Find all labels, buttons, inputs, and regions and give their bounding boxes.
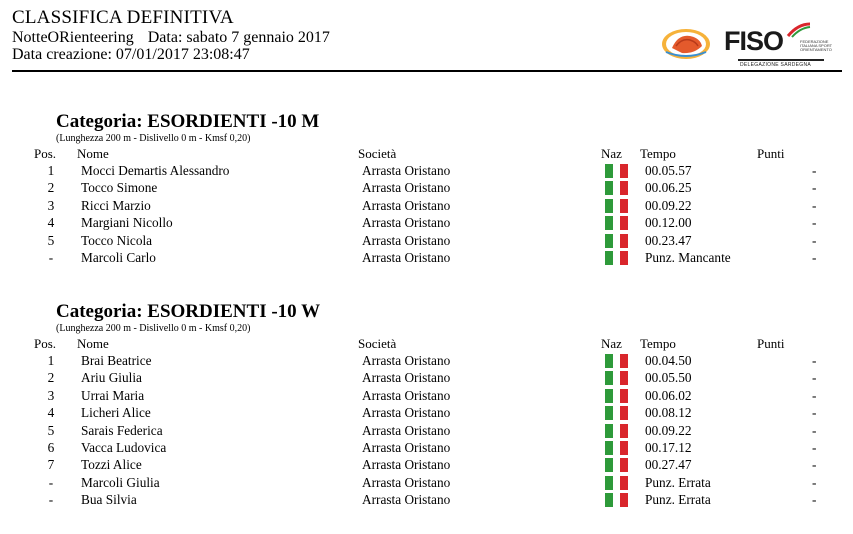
points-cell: - [812, 422, 817, 438]
column-header-pos: Pos. [34, 336, 57, 351]
italy-flag-icon [605, 371, 628, 385]
society-cell: Arrasta Oristano [362, 197, 451, 213]
column-header-time: Tempo [640, 336, 676, 351]
time-cell: 00.09.22 [645, 422, 692, 438]
athlete-name-cell: Sarais Federica [81, 422, 163, 438]
position-cell: 5 [47, 422, 55, 438]
time-cell: Punz. Mancante [645, 250, 731, 265]
italy-flag-icon [605, 493, 628, 507]
column-header-time: Tempo [640, 146, 676, 161]
points-cell: - [812, 492, 817, 508]
category-title: Categoria: ESORDIENTI -10 M [56, 111, 320, 132]
position-cell: 3 [47, 197, 55, 213]
time-cell: 00.06.25 [645, 180, 692, 196]
society-cell: Arrasta Oristano [362, 250, 451, 265]
points-cell: - [812, 232, 817, 248]
italy-flag-icon [605, 199, 628, 213]
italy-flag-icon [605, 406, 628, 420]
italy-flag-icon [605, 251, 628, 265]
points-cell: - [812, 180, 817, 196]
athlete-name-cell: Tozzi Alice [81, 457, 142, 473]
table-row [0, 422, 853, 439]
position-cell: 7 [47, 457, 55, 473]
position-cell: - [48, 250, 54, 265]
position-cell: 5 [47, 232, 55, 248]
italy-flag-icon [605, 216, 628, 230]
time-cell: 00.12.00 [645, 215, 692, 231]
society-cell: Arrasta Oristano [362, 353, 451, 368]
italy-flag-icon [605, 181, 628, 195]
column-header-society: Società [358, 336, 397, 351]
society-cell: Arrasta Oristano [362, 492, 451, 508]
points-cell: - [812, 457, 817, 473]
page-header [12, 8, 842, 72]
time-cell: 00.09.22 [645, 197, 692, 213]
event-date: Data: sabato 7 gennaio 2017 [147, 29, 330, 46]
italy-flag-icon [605, 476, 628, 490]
society-cell: Arrasta Oristano [362, 474, 451, 490]
athlete-name-cell: Ariu Giulia [81, 370, 142, 386]
column-header-nat: Naz [601, 336, 622, 351]
time-cell: 00.17.12 [645, 440, 692, 455]
table-row [0, 387, 853, 404]
athlete-name-cell: Vacca Ludovica [81, 440, 167, 455]
position-cell: 6 [47, 440, 55, 455]
society-cell: Arrasta Oristano [362, 405, 451, 421]
position-cell: 3 [47, 387, 55, 403]
time-cell: Punz. Errata [645, 474, 711, 490]
table-row [0, 197, 853, 214]
points-cell: - [812, 215, 817, 231]
column-header-points: Punti [757, 336, 785, 351]
creation-date: Data creazione: 07/01/2017 23:08:47 [12, 46, 250, 63]
athlete-name-cell: Tocco Simone [81, 180, 158, 196]
fiso-swoosh-icon [786, 22, 812, 38]
society-cell: Arrasta Oristano [362, 422, 451, 438]
column-header-nat: Naz [601, 146, 622, 161]
italy-flag-icon [605, 354, 628, 368]
italy-flag-icon [605, 424, 628, 438]
society-cell: Arrasta Oristano [362, 370, 451, 386]
table-row [0, 369, 853, 386]
athlete-name-cell: Brai Beatrice [81, 353, 152, 368]
athlete-name-cell: Bua Silvia [81, 492, 137, 508]
column-header-name: Nome [77, 336, 109, 351]
athlete-name-cell: Mocci Demartis Alessandro [81, 163, 230, 178]
position-cell: 1 [47, 163, 55, 178]
table-row [0, 214, 853, 231]
time-cell: 00.08.12 [645, 405, 692, 421]
fiso-logo [724, 22, 834, 68]
event-name: NotteORienteering [12, 29, 134, 46]
column-header-points: Punti [757, 146, 785, 161]
athlete-name-cell: Marcoli Giulia [81, 474, 160, 490]
points-cell: - [812, 440, 817, 455]
table-row [0, 404, 853, 421]
column-header-society: Società [358, 146, 397, 161]
points-cell: - [812, 387, 817, 403]
time-cell: 00.27.47 [645, 457, 692, 473]
time-cell: Punz. Errata [645, 492, 711, 508]
italy-flag-icon [605, 458, 628, 472]
document-title: CLASSIFICA DEFINITIVA [12, 7, 234, 28]
fiso-full-name: FEDERAZIONE ITALIANA SPORT ORIENTAMENTO [800, 39, 833, 52]
points-cell: - [812, 474, 817, 490]
position-cell: 4 [47, 215, 55, 231]
event-logo-icon [660, 24, 712, 60]
table-row [0, 439, 853, 456]
points-cell: - [812, 250, 817, 265]
points-cell: - [812, 370, 817, 386]
society-cell: Arrasta Oristano [362, 387, 451, 403]
athlete-name-cell: Tocco Nicola [81, 232, 153, 248]
fiso-divider [738, 59, 824, 61]
position-cell: 2 [47, 180, 55, 196]
table-row [0, 491, 853, 508]
category-title: Categoria: ESORDIENTI -10 W [56, 301, 321, 322]
fiso-delegation: DELEGAZIONE SARDEGNA [740, 62, 812, 68]
fiso-wordmark: FISO [724, 26, 784, 56]
italy-flag-icon [605, 441, 628, 455]
society-cell: Arrasta Oristano [362, 215, 451, 231]
time-cell: 00.04.50 [645, 353, 692, 368]
event-line [12, 29, 330, 46]
society-cell: Arrasta Oristano [362, 440, 451, 455]
table-row [0, 162, 853, 179]
position-cell: - [48, 474, 54, 490]
italy-flag-icon [605, 164, 628, 178]
table-row [0, 179, 853, 196]
society-cell: Arrasta Oristano [362, 457, 451, 473]
society-cell: Arrasta Oristano [362, 232, 451, 248]
table-row [0, 232, 853, 249]
italy-flag-icon [605, 389, 628, 403]
time-cell: 00.05.50 [645, 370, 692, 386]
society-cell: Arrasta Oristano [362, 180, 451, 196]
position-cell: 4 [47, 405, 55, 421]
time-cell: 00.23.47 [645, 232, 692, 248]
points-cell: - [812, 197, 817, 213]
athlete-name-cell: Marcoli Carlo [81, 250, 156, 265]
column-header-pos: Pos. [34, 146, 57, 161]
category-course-info: (Lunghezza 200 m - Dislivello 0 m - Kmsf 0,20) [56, 133, 251, 144]
position-cell: 1 [47, 353, 55, 368]
column-header-name: Nome [77, 146, 109, 161]
time-cell: 00.06.02 [645, 387, 692, 403]
time-cell: 00.05.57 [645, 163, 692, 178]
position-cell: 2 [47, 370, 55, 386]
athlete-name-cell: Urrai Maria [81, 387, 145, 403]
table-row [0, 474, 853, 491]
athlete-name-cell: Ricci Marzio [81, 197, 151, 213]
society-cell: Arrasta Oristano [362, 163, 451, 178]
table-row [0, 456, 853, 473]
athlete-name-cell: Margiani Nicollo [81, 215, 173, 231]
points-cell: - [812, 353, 817, 368]
points-cell: - [812, 163, 817, 178]
points-cell: - [812, 405, 817, 421]
category-course-info: (Lunghezza 200 m - Dislivello 0 m - Kmsf 0,20) [56, 323, 251, 334]
athlete-name-cell: Licheri Alice [81, 405, 151, 421]
position-cell: - [48, 492, 54, 508]
italy-flag-icon [605, 234, 628, 248]
table-row [0, 352, 853, 369]
table-row [0, 249, 853, 266]
